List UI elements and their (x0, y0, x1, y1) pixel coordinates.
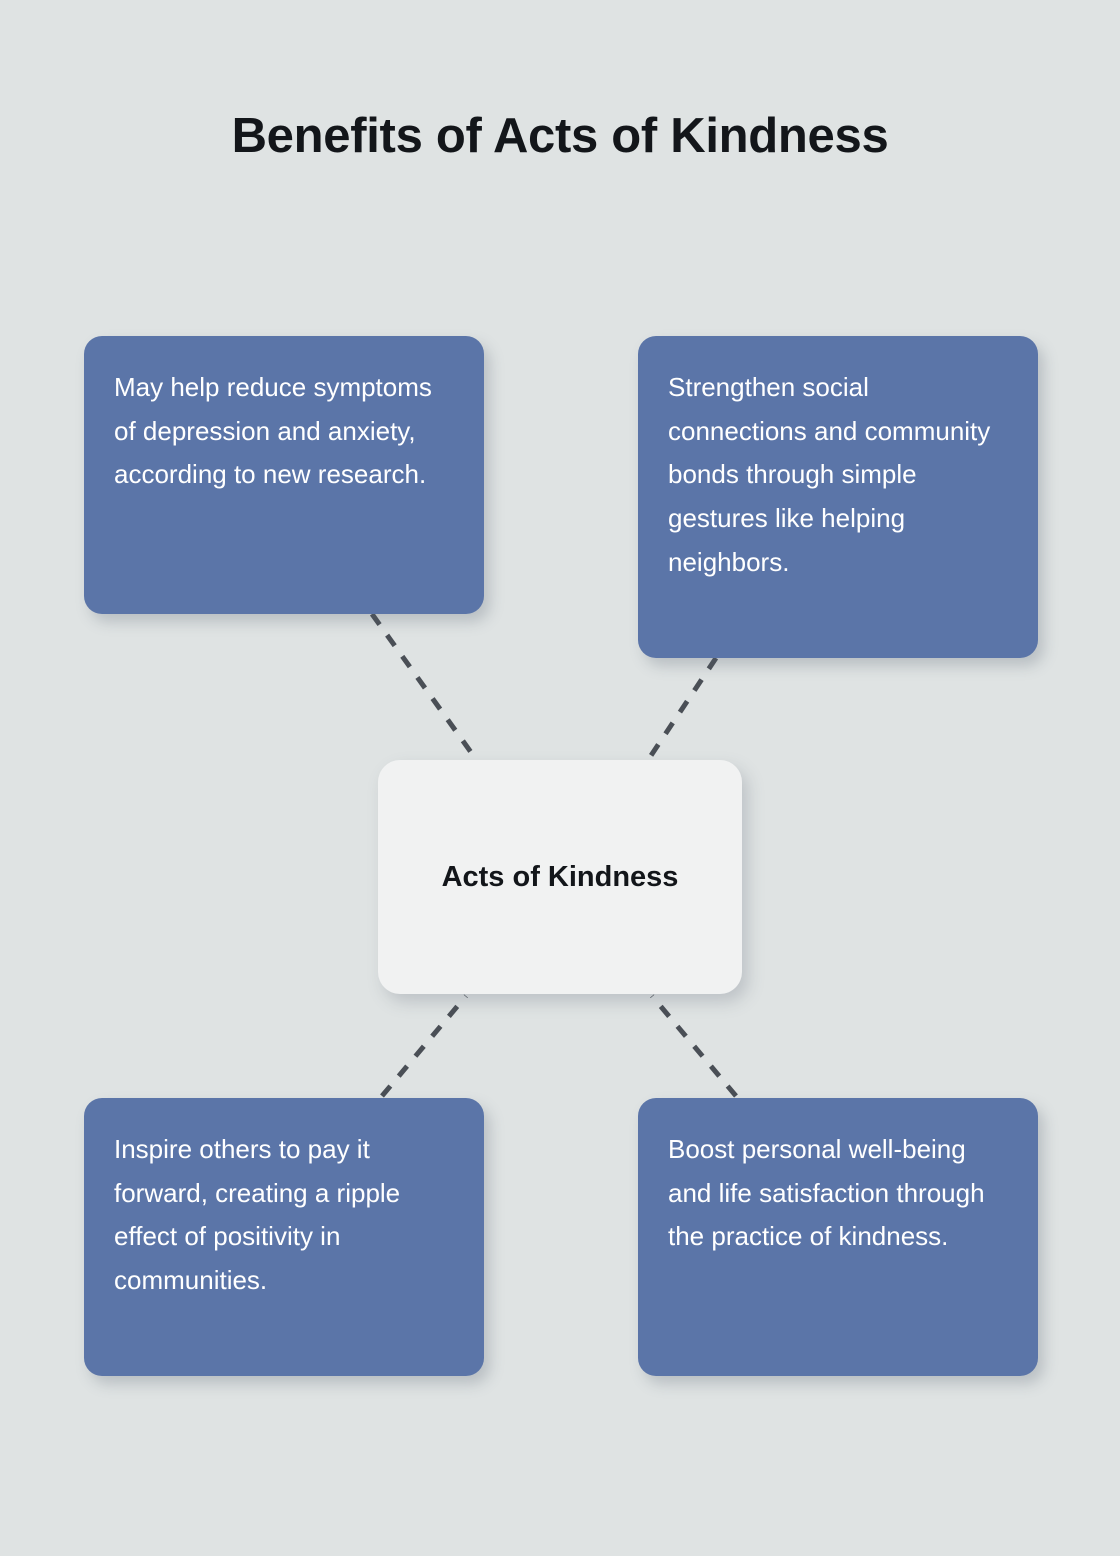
center-node (378, 760, 742, 994)
connector-bottom-right (652, 996, 736, 1096)
connector-top-left (372, 614, 478, 762)
benefit-card-text: Strengthen social connections and community bonds through simple gestures like helping neighbors. (668, 372, 991, 577)
benefit-card-text: May help reduce symptoms of depression and anxiety, according to new research. (114, 372, 432, 490)
page-title: Benefits of Acts of Kindness (231, 109, 889, 163)
benefit-card-bottom-left (84, 1098, 484, 1376)
center-node-label: Acts of Kindness (441, 860, 679, 893)
benefit-card-top-left (84, 336, 484, 614)
benefit-card-top-right (638, 336, 1038, 658)
benefit-card-text: Inspire others to pay it forward, creating a ripple effect of positivity in communities. (114, 1134, 401, 1296)
connector-top-right (648, 658, 716, 760)
benefit-card-bottom-right (638, 1098, 1038, 1376)
benefit-card-text: Boost personal well-being and life satisfaction through the practice of kindness. (668, 1134, 985, 1252)
connector-bottom-left (382, 996, 466, 1096)
